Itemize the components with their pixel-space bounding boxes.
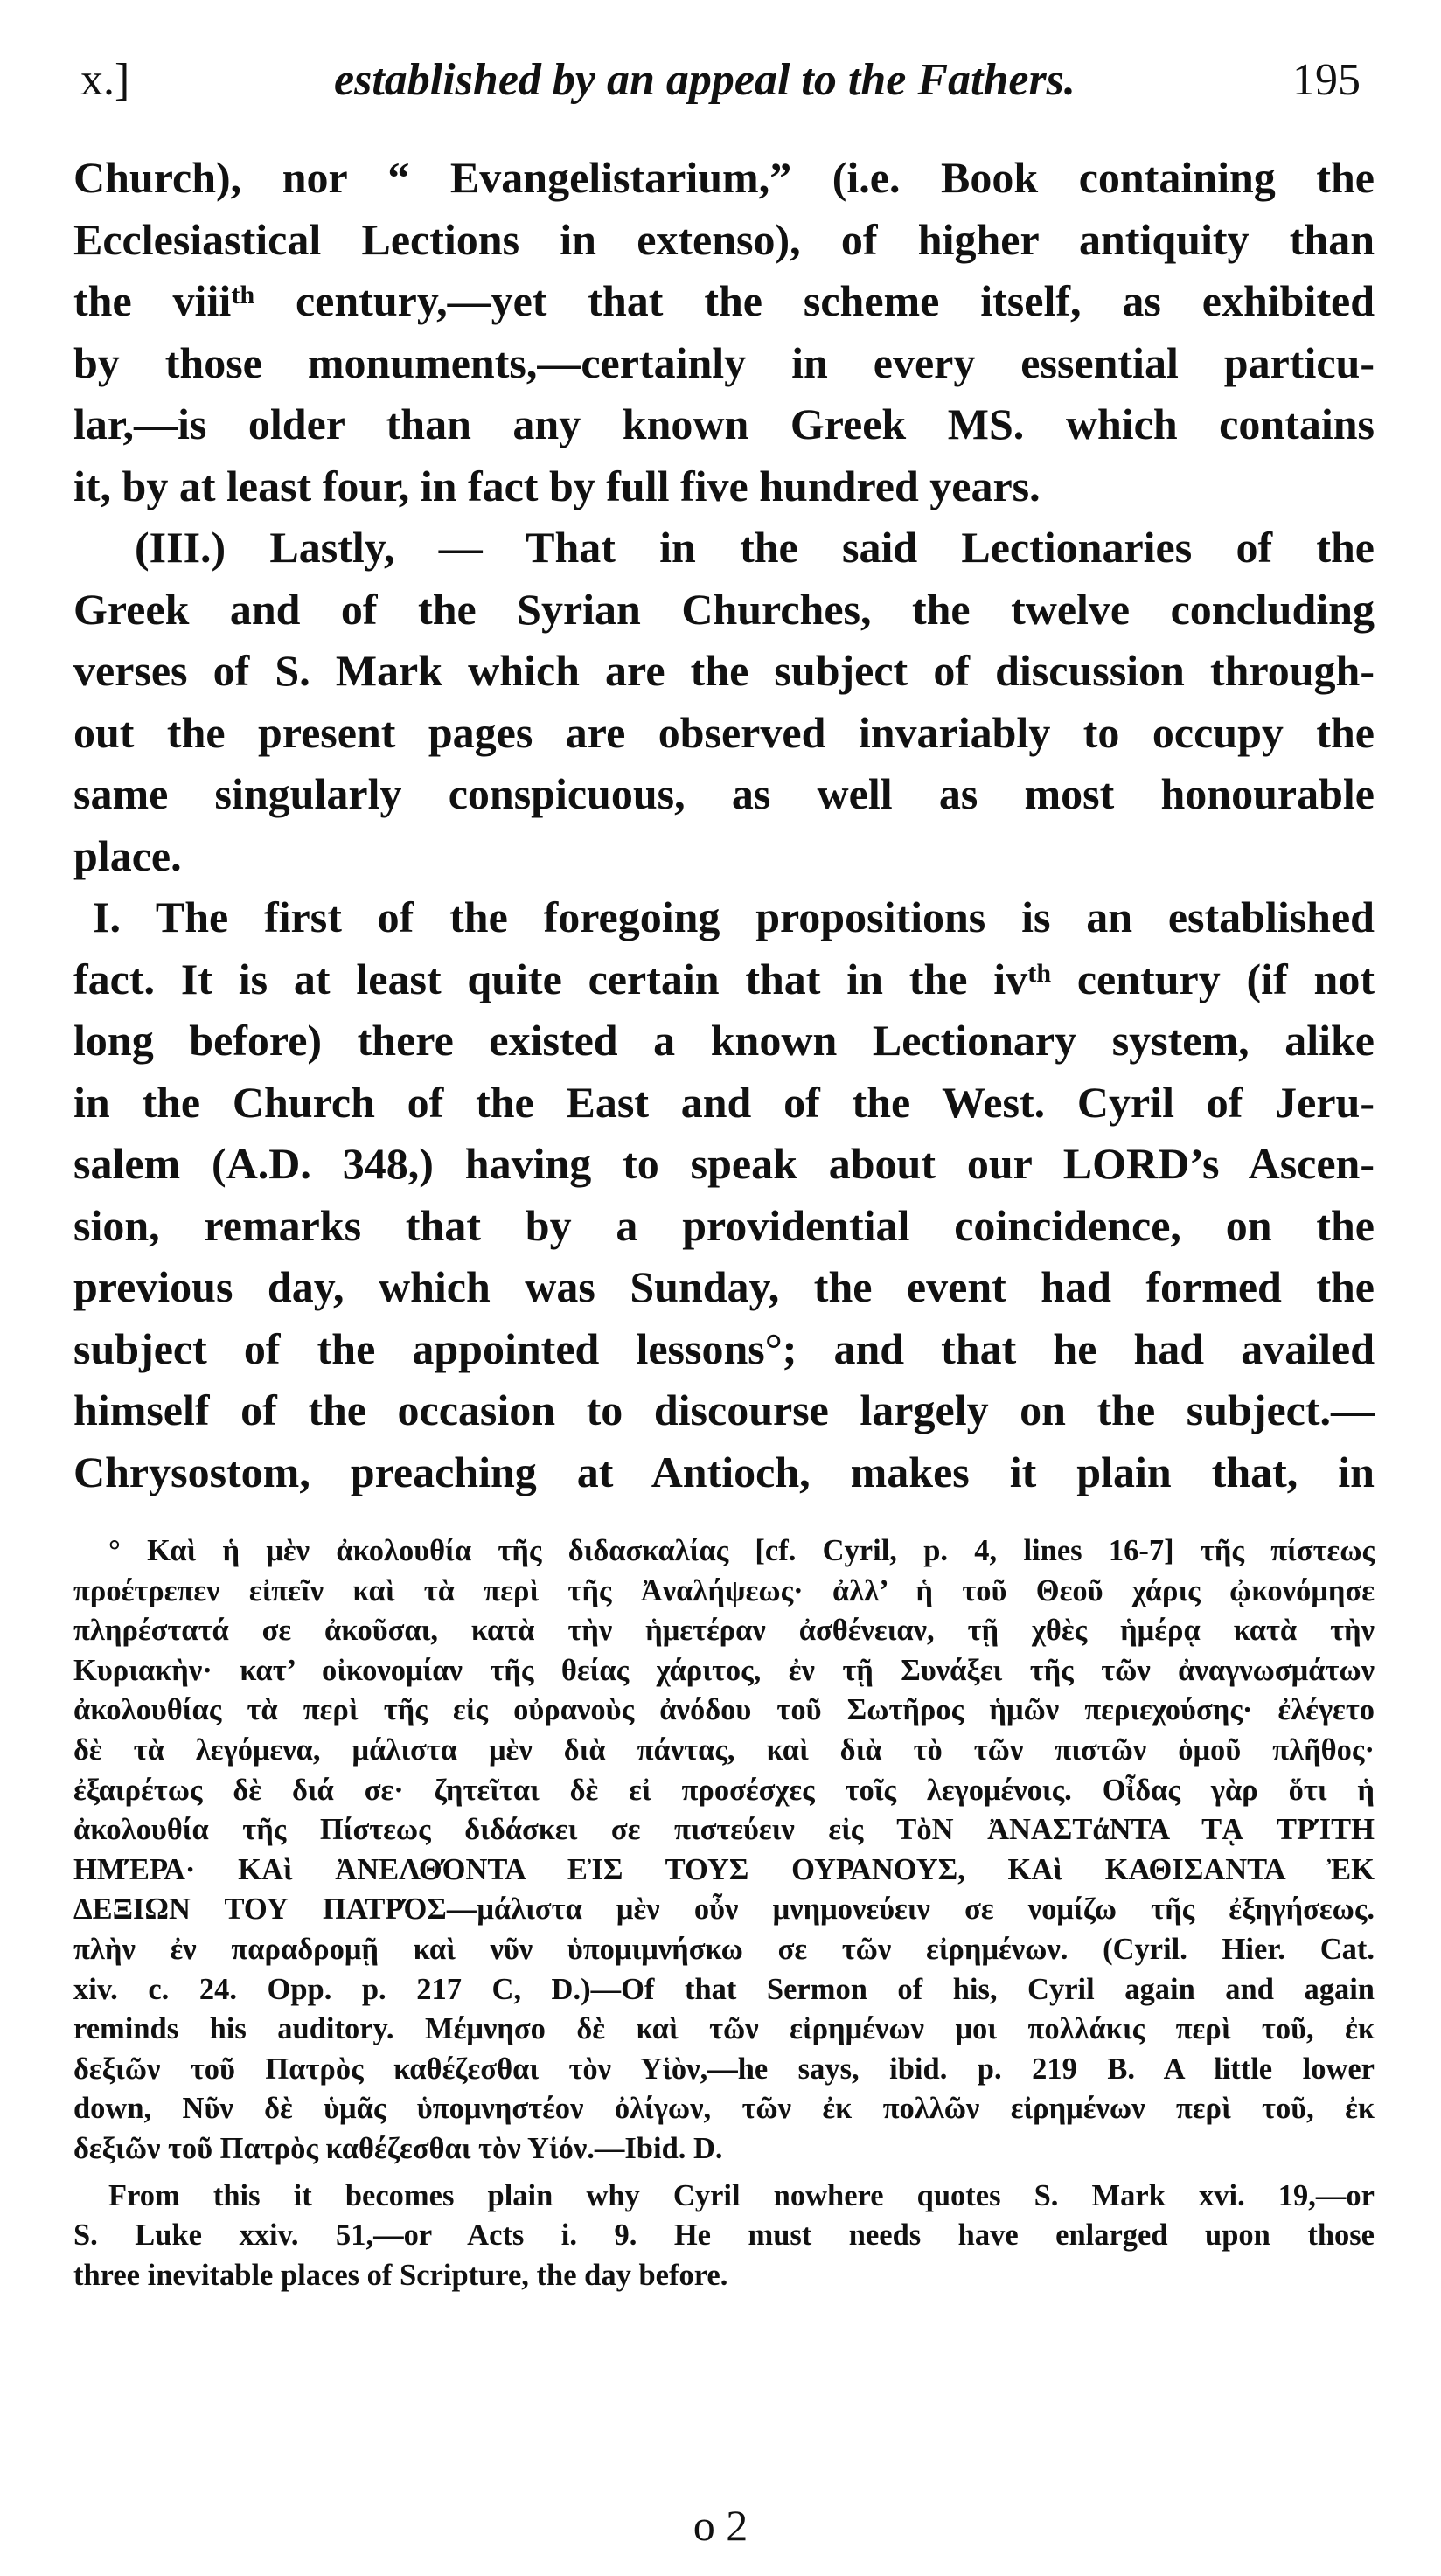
text-line: the viiiᵗʰ century,—yet that the scheme itself, as exhibited bbox=[73, 276, 1375, 325]
footnote-line: δεξιῶν τοῦ Πατρὸς καθέζεσθαι τὸν Υἱόν.—Ibid. D. bbox=[73, 2131, 723, 2165]
text-line: Greek and of the Syrian Churches, the twelve concluding bbox=[73, 584, 1375, 634]
footnote-line: From this it becomes plain why Cyril nowhere quotes S. Mark xvi. 19,—or bbox=[108, 2178, 1375, 2212]
text-line: I. The first of the foregoing propositions is an established bbox=[93, 892, 1375, 941]
footnote-line: ° Καὶ ἡ μὲν ἀκολουθία τῆς διδασκαλίας [cf. Cyril, p. 4, lines 16-7] τῆς πίστεως bbox=[108, 1534, 1375, 1567]
text-line: previous day, which was Sunday, the event had formed the bbox=[73, 1262, 1375, 1311]
footnote bbox=[73, 1531, 1375, 2295]
footnote-line: ΔΕΞΙΩΝ ΤΟΥ ΠΑΤΡΌΣ—μάλιστα μὲν οὖν μνημονεύειν σε νομίζω τῆς ἐξηγήσεως. bbox=[73, 1892, 1375, 1927]
footnote-line: ἀκολουθίας τὰ περὶ τῆς εἰς οὐρανοὺς ἀνόδου τοῦ Σωτῆρος ἡμῶν περιεχούσης· ἐλέγετο bbox=[73, 1693, 1375, 1727]
footnote-line: three inevitable places of Scripture, the day before. bbox=[73, 2258, 728, 2292]
text-line: long before) there existed a known Lectionary system, alike bbox=[73, 1016, 1375, 1065]
text-line: in the Church of the East and of the West. Cyril of Jeru- bbox=[73, 1077, 1375, 1127]
text-line: salem (A.D. 348,) having to speak about our LORD’s Ascen- bbox=[73, 1139, 1375, 1188]
page-number: 195 bbox=[1292, 55, 1361, 105]
text-line: verses of S. Mark which are the subject of discussion through- bbox=[73, 646, 1375, 695]
footnote-line: xiv. c. 24. Opp. p. 217 C, D.)—Of that Sermon of his, Cyril again and again bbox=[73, 1972, 1375, 2006]
footnote-line: δεξιῶν τοῦ Πατρὸς καθέζεσθαι τὸν Υἱὸν,—he says, ibid. p. 219 B. A little lower bbox=[73, 2052, 1375, 2086]
footnote-line: Κυριακὴν· κατ’ οἰκονομίαν τῆς θείας χάριτος, ἐν τῇ Συνάξει τῆς τῶν ἀναγνωσμάτων bbox=[73, 1653, 1375, 1687]
footnote-line: πλὴν ἐν παραδρομῇ καὶ νῦν ὑπομιμνήσκω σε τῶν εἰρημένων. (Cyril. Hier. Cat. bbox=[73, 1932, 1375, 1966]
text-line: Ecclesiastical Lections in extenso), of higher antiquity than bbox=[73, 214, 1375, 264]
text-line: it, by at least four, in fact by full five hundred years. bbox=[73, 461, 1041, 510]
footnote-line: S. Luke xxiv. 51,—or Acts i. 9. He must needs have enlarged upon those bbox=[73, 2218, 1375, 2253]
text-line: same singularly conspicuous, as well as most honourable bbox=[73, 769, 1375, 818]
chapter-number: x.] bbox=[80, 55, 130, 105]
text-line: fact. It is at least quite certain that in the ivᵗʰ century (if not bbox=[73, 954, 1375, 1003]
text-line: Chrysostom, preaching at Antioch, makes it plain that, in bbox=[73, 1447, 1375, 1496]
text-line: himself of the occasion to discourse largely on the subject.— bbox=[73, 1385, 1375, 1434]
text-line: by those monuments,—certainly in every essential particu- bbox=[73, 337, 1375, 387]
footnote-line: ΗΜΈΡΑ· ΚΑὶ ἈΝΕΛΘΌΝΤΑ ΕἸΣ ΤΟΥΣ ΟΥΡΑΝΟΥΣ, ΚΑὶ ΚΑΘΙΣΑΝΤΑ ἘΚ bbox=[73, 1852, 1375, 1886]
signature-mark: o 2 bbox=[693, 2501, 748, 2550]
text-line: Church), nor “ Evangelistarium,” (i.e. Book containing the bbox=[73, 153, 1375, 202]
footnote-line: ἀκολουθία τῆς Πίστεως διδάσκει σε πιστεύειν εἰς ΤὸΝ ἈΝΑΣΤάΝΤΑ Τᾼ ΤΡΊΤΗ bbox=[73, 1813, 1375, 1847]
footnote-line: δὲ τὰ λεγόμενα, μάλιστα μὲν διὰ πάντας, καὶ διὰ τὸ τῶν πιστῶν ὁμοῦ πλῆθος· bbox=[73, 1732, 1375, 1767]
footnote-line: πληρέστατά σε ἀκοῦσαι, κατὰ τὴν ἡμετέραν ἀσθένειαν, τῇ χθὲς ἡμέρᾳ κατὰ τὴν bbox=[73, 1614, 1375, 1648]
footnote-line: ἐξαιρέτως δὲ διά σε· ζητεῖται δὲ εἰ προσέσχες τοῖς λεγομένοις. Οἶδας γὰρ ὅτι ἡ bbox=[73, 1773, 1375, 1807]
footnote-line: reminds his auditory. Μέμνησο δὲ καὶ τῶν εἰρημένων μοι πολλάκις περὶ τοῦ, ἐκ bbox=[73, 2012, 1375, 2046]
text-line: lar,—is older than any known Greek MS. which contains bbox=[73, 399, 1375, 448]
main-text bbox=[73, 147, 1375, 1503]
text-line: out the present pages are observed invariably to occupy the bbox=[73, 707, 1375, 757]
footnote-line: προέτρεπεν εἰπεῖν καὶ τὰ περὶ τῆς Ἀναλήψεως· ἀλλ’ ἡ τοῦ Θεοῦ χάρις ᾠκονόμησε bbox=[73, 1573, 1375, 1607]
running-title: established by an appeal to the Fathers. bbox=[334, 55, 1076, 105]
text-line: place. bbox=[73, 830, 182, 880]
running-header bbox=[80, 45, 1361, 115]
text-line: (III.) Lastly, — That in the said Lectionaries of the bbox=[135, 523, 1375, 572]
text-line: sion, remarks that by a providential coincidence, on the bbox=[73, 1200, 1375, 1250]
footnote-line: down, Νῦν δὲ ὑμᾶς ὑπομνηστέον ὀλίγων, τῶν ἐκ πολλῶν εἰρημένων περὶ τοῦ, ἐκ bbox=[73, 2092, 1375, 2126]
text-line: subject of the appointed lessons°; and that he had availed bbox=[73, 1323, 1375, 1373]
